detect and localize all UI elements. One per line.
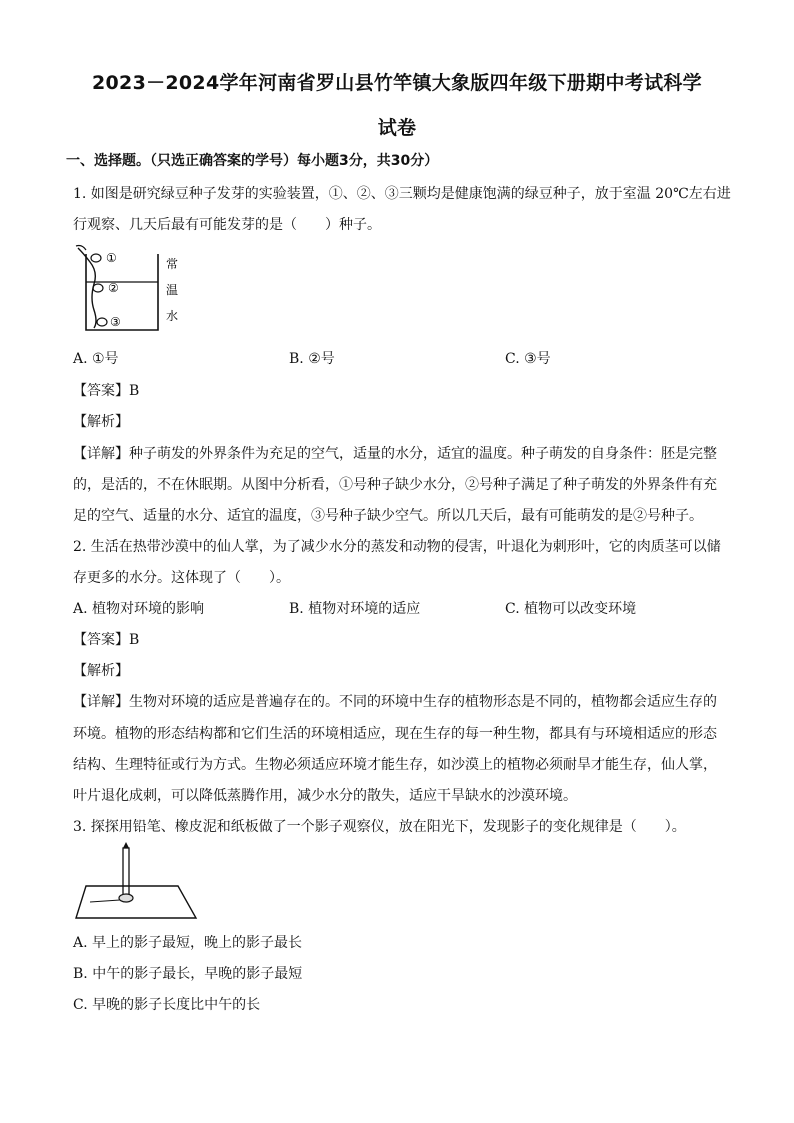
- q3-option-c: C. 早晚的影子长度比中午的长: [73, 997, 261, 1013]
- section-heading-choice: 一、选择题。（只选正确答案的学号）每小题3分，共30分）: [66, 153, 439, 169]
- q1-detail-line3: 足的空气、适量的水分、适宜的温度，③号种子缺少空气。所以几天后，最有可能萌发的是②号种子。: [73, 508, 703, 524]
- q1-detail-line2: 的，是活的，不在休眠期。从图中分析看，①号种子缺少水分，②号种子满足了种子萌发的外界条件有充: [73, 477, 717, 493]
- seed-3: [97, 318, 107, 326]
- q3-option-a: A. 早上的影子最短，晚上的影子最长: [73, 935, 303, 951]
- q1-answer: 【答案】B: [73, 383, 140, 399]
- shadow: [90, 900, 120, 902]
- seed-germination-figure: [72, 244, 184, 336]
- q2-detail-line2: 环境。植物的形态结构都和它们生活的环境相适应，现在生存的每一种生物，都具有与环境相适应的形态: [73, 726, 717, 742]
- q2-option-b: B. 植物对环境的适应: [289, 601, 421, 617]
- q2-answer: 【答案】B: [73, 632, 140, 648]
- q1-stem-line1: 1. 如图是研究绿豆种子发芽的实验装置，①、②、③三颗均是健康饱满的绿豆种子，放于室温 20℃左右进: [73, 186, 731, 202]
- water-label-char3: 水: [166, 309, 179, 323]
- q1-analysis-label: 【解析】: [73, 414, 129, 430]
- q2-stem-line2: 存更多的水分。这体现了（ ）。: [73, 570, 290, 586]
- seed-label-3: ③: [110, 315, 121, 329]
- exam-title-line1: 2023－2024学年河南省罗山县竹竿镇大象版四年级下册期中考试科学: [92, 72, 702, 94]
- seed-label-1: ①: [106, 251, 117, 265]
- q2-detail-line4: 叶片退化成刺，可以降低蒸腾作用，减少水分的散失，适应干旱缺水的沙漠环境。: [73, 788, 577, 804]
- q2-analysis-label: 【解析】: [73, 663, 129, 679]
- water-label-char1: 常: [166, 257, 179, 271]
- seed-label-2: ②: [108, 281, 119, 295]
- q2-detail-line3: 结构、生理特征或行为方式。生物必须适应环境才能生存，如沙漠上的植物必须耐旱才能生存，仙人掌，: [73, 757, 717, 773]
- q2-option-a: A. 植物对环境的影响: [73, 601, 205, 617]
- seed-2: [93, 284, 103, 292]
- shadow-observer-figure: [72, 842, 202, 922]
- water-label-char2: 温: [166, 283, 179, 297]
- q2-option-c: C. 植物可以改变环境: [505, 601, 637, 617]
- q2-detail-line1: 【详解】生物对环境的适应是普遍存在的。不同的环境中生存的植物形态是不同的，植物都会适应生存的: [73, 694, 717, 710]
- q1-detail-line1: 【详解】种子萌发的外界条件为充足的空气，适量的水分，适宜的温度。种子萌发的自身条件：胚是完整: [73, 446, 717, 462]
- clay-base: [119, 894, 133, 902]
- seed-1: [91, 254, 101, 262]
- q1-option-a: A. ①号: [73, 351, 119, 367]
- exam-title-line2: 试卷: [377, 117, 417, 139]
- pencil: [123, 848, 129, 896]
- q2-stem-line1: 2. 生活在热带沙漠中的仙人掌，为了减少水分的蒸发和动物的侵害，叶退化为刺形叶，它的肉质茎可以储: [73, 539, 721, 555]
- q3-option-b: B. 中午的影子最长，早晚的影子最短: [73, 966, 303, 982]
- q3-stem: 3. 探探用铅笔、橡皮泥和纸板做了一个影子观察仪，放在阳光下，发现影子的变化规律是（ ）。: [73, 819, 686, 835]
- q1-stem-line2: 行观察、几天后最有可能发芽的是（ ）种子。: [73, 217, 381, 233]
- q1-option-b: B. ②号: [289, 351, 335, 367]
- q1-option-c: C. ③号: [505, 351, 551, 367]
- pencil-tip: [123, 842, 129, 848]
